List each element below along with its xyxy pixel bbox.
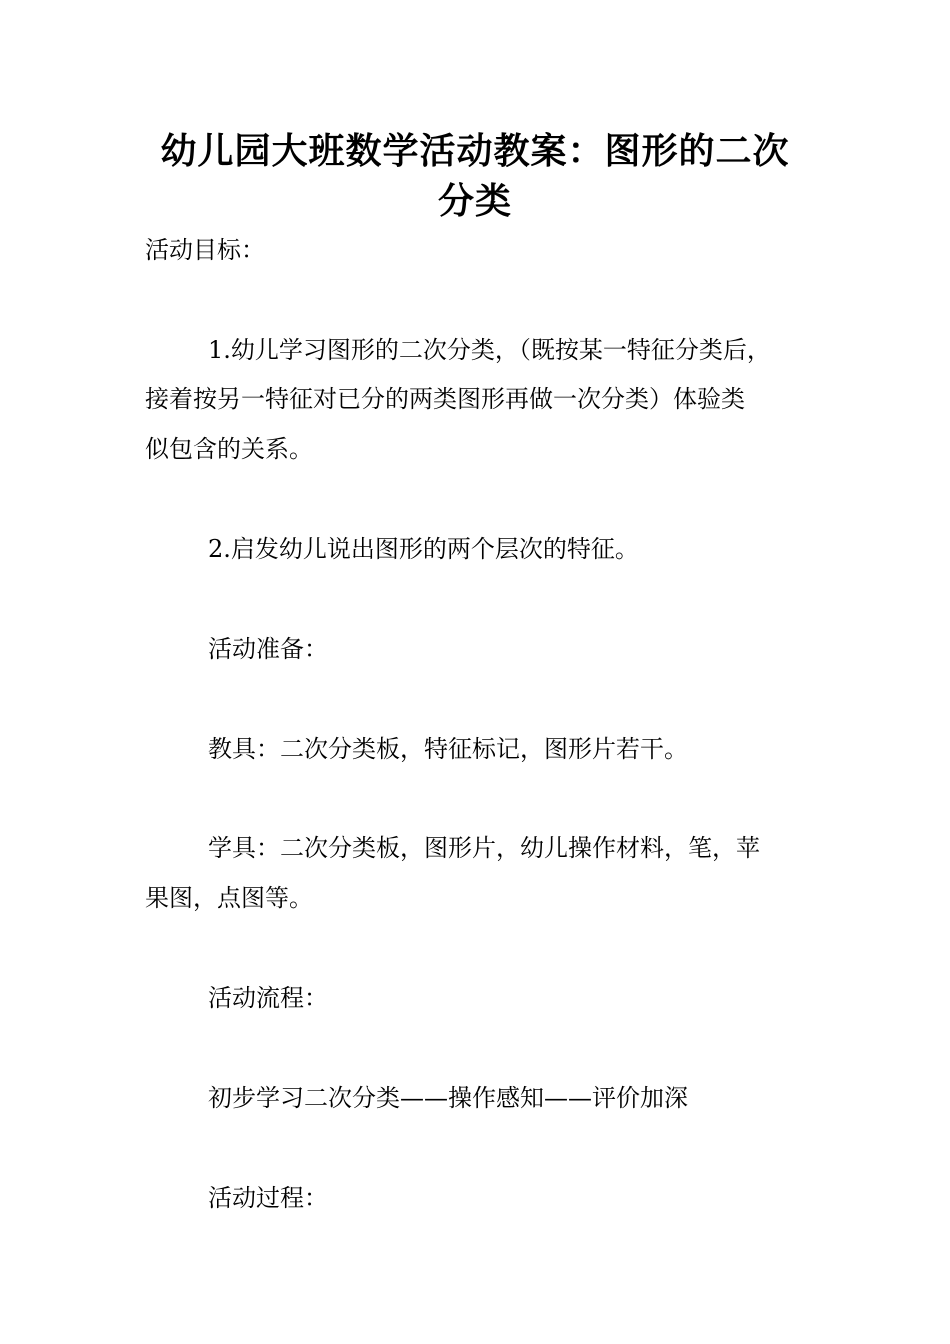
section-heading-preparation: 活动准备：	[208, 635, 328, 663]
section-heading-flow: 活动流程：	[208, 984, 328, 1012]
goal-1-line-2: 接着按另一特征对已分的两类图形再做一次分类）体验类	[145, 385, 745, 413]
section-heading-goals: 活动目标：	[145, 236, 265, 264]
student-aids-line-2: 果图，点图等。	[145, 884, 313, 912]
teaching-aids: 教具：二次分类板，特征标记，图形片若干。	[208, 735, 688, 763]
activity-flow: 初步学习二次分类——操作感知——评价加深	[208, 1084, 688, 1112]
document-title-line-1: 幼儿园大班数学活动教案：图形的二次	[160, 131, 790, 172]
section-heading-process: 活动过程：	[208, 1184, 328, 1212]
goal-1-line-1: 1.幼儿学习图形的二次分类，（既按某一特征分类后，	[208, 336, 771, 364]
goal-1-line-3: 似包含的关系。	[145, 435, 313, 463]
student-aids-line-1: 学具：二次分类板，图形片，幼儿操作材料，笔，苹	[208, 834, 760, 862]
document-title-line-2: 分类	[437, 181, 512, 222]
goal-2: 2.启发幼儿说出图形的两个层次的特征。	[208, 535, 639, 563]
